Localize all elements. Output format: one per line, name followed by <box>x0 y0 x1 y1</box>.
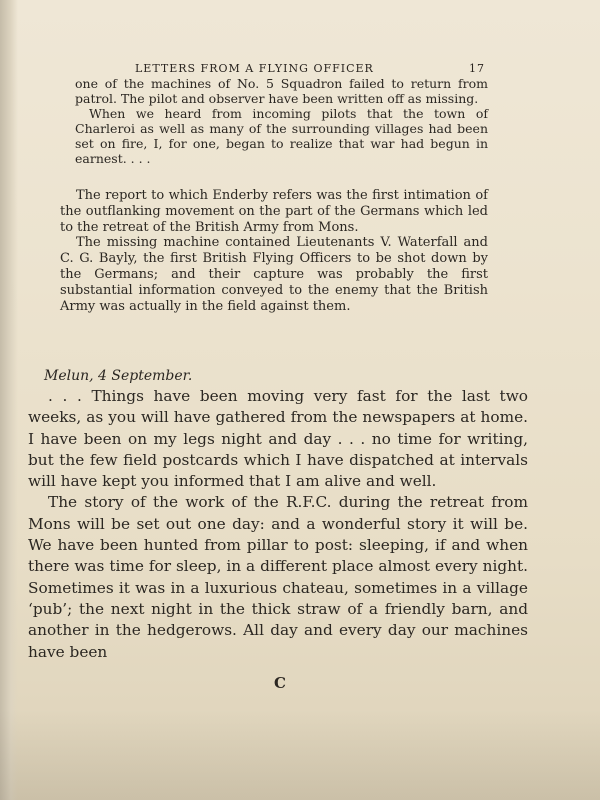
page-number: 17 <box>469 62 485 75</box>
paragraph: When we heard from incoming pilots that the town of Charleroi as well as many of the surrounding villages had been set on fire, I, for one, began to realize that war had begun in earnest. . . . <box>75 106 488 166</box>
letter-dateline: Melun, 4 September. <box>44 368 193 384</box>
running-header <box>135 62 485 75</box>
paragraph: The missing machine contained Lieutenants V. Waterfall and C. G. Bayly, the first British Flying Officers to be shot down by the Germans; and their capture was probably the first substantial information conveyed to the enemy that the British Army was actually in the field against them. <box>60 235 488 314</box>
quoted-letter-continuation <box>75 76 488 166</box>
paragraph: The report to which Enderby refers was the first intimation of the outflanking movement on the part of the Germans which led to the retreat of the British Army from Mons. <box>60 188 488 235</box>
page-shadow <box>0 710 600 800</box>
paragraph: one of the machines of No. 5 Squadron failed to return from patrol. The pilot and observer have been written off as missing. <box>75 76 488 106</box>
paragraph: . . . Things have been moving very fast for the last two weeks, as you will have gathered from the newspapers at home. I have been on my legs night and day . . . no time for writing, but the few field postcards which I have dispatched at intervals will have kept you informed that I am alive and well. <box>28 387 528 491</box>
letter-body <box>28 386 528 663</box>
signature-mark: C <box>274 674 286 692</box>
running-title: LETTERS FROM A FLYING OFFICER <box>135 62 374 75</box>
paragraph: The story of the work of the R.F.C. during the retreat from Mons will be set out one day: and a wonderful story it will be. We have been hunted from pillar to post: sleeping, if and when there was time for sleep, in a different place almost every night. Sometimes it was in a luxurious chateau, sometimes in a village ‘pub’; the next night in the thick straw of a friendly barn, and another in the hedgerows. All day and every day our machines have been <box>28 493 528 661</box>
editorial-commentary <box>60 188 488 314</box>
